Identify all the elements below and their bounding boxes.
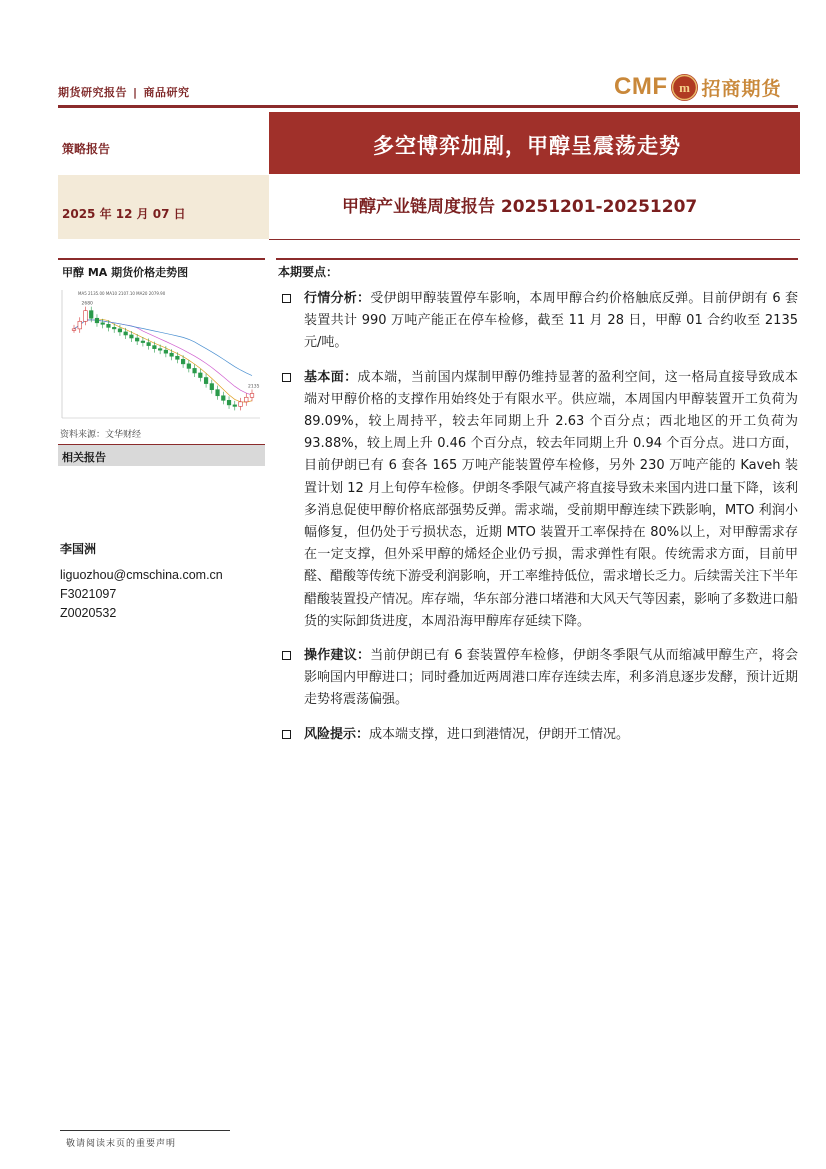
candle-body (221, 396, 225, 401)
header-rule (58, 105, 798, 108)
candle-body (107, 324, 111, 327)
candle-body (199, 373, 203, 378)
bullet-label: 风险提示： (304, 726, 370, 742)
bullet-fundamentals (276, 367, 798, 633)
candle-body (164, 350, 168, 353)
candle-body (176, 356, 180, 359)
bullet-risk-warning (276, 724, 798, 746)
logo-seal-icon (671, 74, 698, 101)
bullet-text: 受伊朗甲醇装置停车影响，本周甲醇合约价格触底反弹。目前伊朗有 6 套装置共计 990 万吨产能正在停车检修，截至 11 月 28 日，甲醇 01 合约收至 2135 元/吨。 (304, 291, 798, 351)
candle-body (135, 338, 139, 341)
logo-cn: 招商期货 (701, 77, 782, 100)
checkbox-icon (282, 373, 291, 382)
candle-body (124, 332, 128, 335)
author-name: 李国洲 (60, 542, 97, 556)
checkbox-icon (282, 294, 291, 303)
candle-body (95, 318, 99, 323)
candle-body (84, 311, 88, 322)
bullet-label: 行情分析： (304, 291, 371, 306)
category-label: 期货研究报告 (58, 86, 127, 99)
candle-body (204, 378, 208, 384)
related-reports-box (58, 444, 265, 466)
candle-body (72, 329, 76, 331)
candle-body (170, 353, 174, 356)
report-title: 多空博弈加剧，甲醇呈震荡走势 (373, 134, 681, 158)
candle-body (141, 341, 145, 343)
bullet-text: 成本端，当前国内煤制甲醇仍维持显著的盈利空间，这一格局直接导致成本端对甲醇价格的支撑作用始终处于有限水平。供应端，本周国内甲醇装置开工负荷为 89.09%，较上周持平，较去年同期上升 2.63 个百分点；西北地区的开工负荷为 93.88%，较上周上升 0.46 个百分点，较去年同期上升 0.94 个百分点。进口方面，目前伊朗已有 6 套各 165 万吨产能装置停车检修，另外 230 万吨产能的 Kaveh 装置计划 12 月上旬停车检修。伊朗冬季限气减产将直接导致未来国内进口量下降，该利多消息促使甲醇价格底部强势反弹。需求端，受前期甲醇连续下跌影响，MTO 利润小幅修复，但仍处于亏损状态，近期 MTO 装置开工率保持在 80%以上，对甲醇需求存在一定支撑，但外采甲醇的烯烃企业仍亏损，需求弹性有限。传统需求方面，目前甲醛、醋酸等传统下游受利润影响，开工率维持低位，需求增长乏力。后续需关注下半年醋酸装置投产情况。库存端，华东部分港口堵港和大风天气等因素，影响了多数进口船货的实际卸货进度，本周沿海甲醇库存延续下降。 (304, 369, 799, 629)
chart-title: 甲醇 MA 期货价格走势图 (62, 266, 189, 279)
price-label-1: 2135 (248, 384, 260, 390)
candle-body (130, 335, 134, 338)
candle-body (233, 405, 237, 407)
price-chart-svg (60, 286, 265, 422)
key-points-label: 本期要点： (278, 265, 339, 279)
subcategory-label: 商品研究 (143, 86, 190, 99)
date-box (58, 175, 269, 239)
chart-title-box (58, 258, 265, 282)
candle-body (244, 397, 248, 402)
license-number-1: F3021097 (60, 587, 117, 601)
key-points-rule (276, 258, 798, 260)
subtitle-rule (269, 239, 800, 240)
author-contact (60, 566, 223, 623)
checkbox-icon (282, 730, 291, 739)
report-category (58, 84, 190, 100)
checkbox-icon (282, 651, 291, 660)
price-chart (60, 286, 265, 422)
candle-body (227, 400, 231, 405)
report-date: 2025 年 12 月 07 日 (62, 207, 186, 221)
candle-body (210, 384, 214, 390)
cmf-logo (614, 72, 782, 102)
candle-body (78, 321, 82, 329)
candle-body (193, 368, 197, 373)
candle-body (216, 390, 220, 396)
logo-seal-letter: m (679, 79, 691, 95)
chart-source: 资料来源：文华财经 (60, 430, 142, 440)
report-subtitle: 甲醇产业链周度报告 20251201-20251207 (342, 197, 698, 217)
author-email[interactable]: liguozhou@cmschina.com.cn (60, 568, 223, 582)
title-band (269, 112, 800, 174)
bullet-list (276, 288, 798, 758)
category-separator: | (133, 86, 138, 99)
license-number-2: Z0020532 (60, 606, 117, 620)
candle-body (101, 323, 105, 325)
report-type-box (58, 112, 269, 174)
bullet-operation-advice (276, 645, 798, 712)
candle-body (89, 311, 93, 319)
bullet-label: 操作建议： (304, 648, 371, 664)
chart-legend: MA5 2135.00 MA10 2107.10 MA20 2079.90 (78, 291, 166, 296)
candle-body (153, 346, 157, 349)
report-type: 策略报告 (62, 142, 111, 156)
logo-text: CMF (614, 73, 668, 100)
bullet-text: 当前伊朗已有 6 套装置停车检修，伊朗冬季限气从而缩减甲醇生产，将会影响国内甲醇进口；同时叠加近两周港口库存连续去库，利多消息逐步发酵，预计近期走势将震荡偏强。 (304, 648, 799, 708)
candle-body (239, 402, 243, 407)
candle-body (112, 327, 116, 329)
bullet-text: 成本端支撑，进口到港情况，伊朗开工情况。 (369, 726, 630, 742)
candle-body (250, 393, 254, 397)
candle-body (147, 343, 151, 346)
candle-body (181, 359, 185, 364)
candle-body (158, 349, 162, 351)
candle-body (187, 364, 191, 369)
footer-rule (60, 1130, 230, 1131)
candle-body (118, 329, 122, 332)
bullet-label: 基本面： (304, 369, 358, 385)
footer-disclaimer: 敬请阅读末页的重要声明 (66, 1139, 177, 1149)
related-reports-label: 相关报告 (62, 451, 106, 464)
price-label-0: 2680 (81, 301, 93, 307)
bullet-market-analysis (276, 288, 798, 355)
